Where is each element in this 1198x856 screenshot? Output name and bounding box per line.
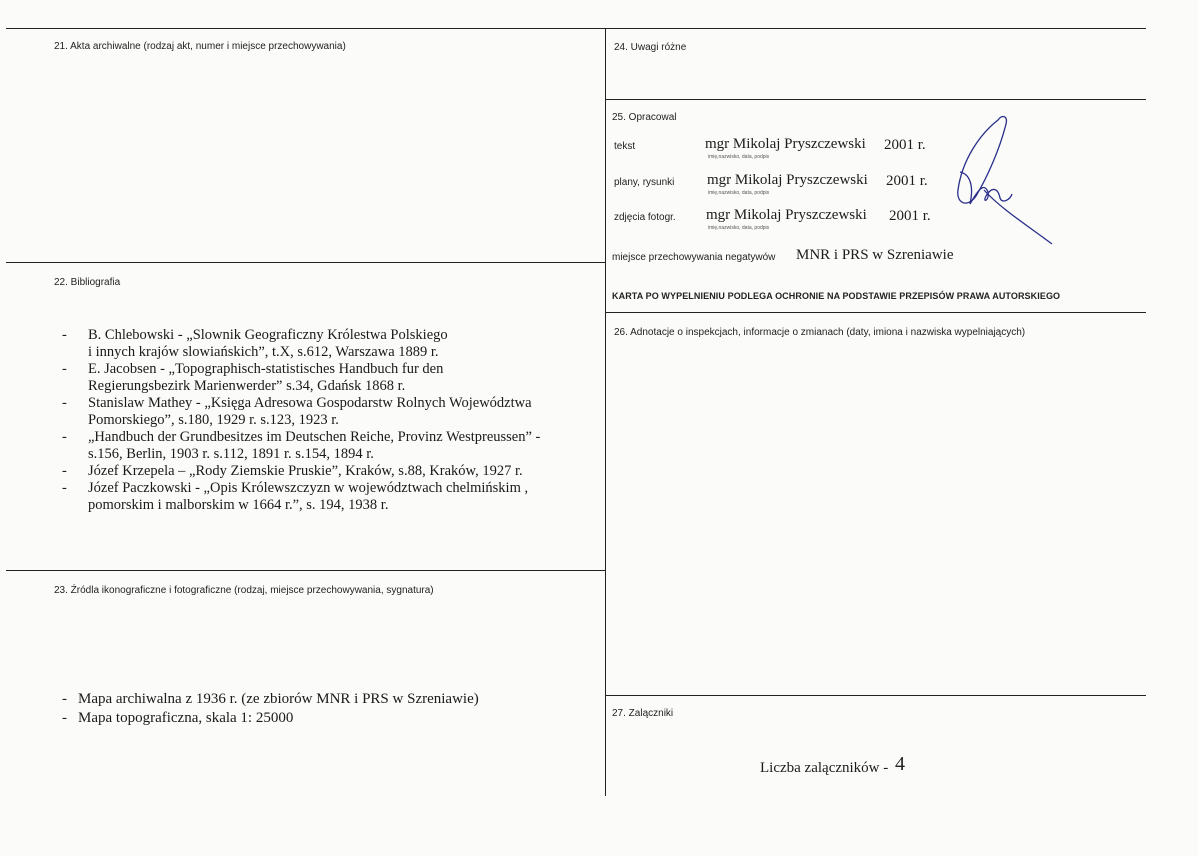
divider-24-25 bbox=[605, 99, 1146, 100]
signature-icon bbox=[940, 112, 1060, 252]
row-photos-name: mgr Mikolaj Pryszczewski bbox=[706, 207, 867, 223]
row-plans-year: 2001 r. bbox=[886, 173, 928, 189]
negatives-value: MNR i PRS w Szreniawie bbox=[796, 247, 954, 263]
attachments-count-label: Liczba zalączników - bbox=[760, 760, 889, 776]
bibliography-entry: - „Handbuch der Grundbesitzes im Deutschen Reiche, Provinz Westpreussen” - s.156, Berlin, 1903 r. s.112, 1891 r. s.154, 1894 r. bbox=[60, 429, 580, 463]
row-text-hint: imię,nazwisko, data, podpis bbox=[708, 154, 770, 160]
divider-26-27 bbox=[605, 695, 1146, 696]
row-plans-name: mgr Mikolaj Pryszczewski bbox=[707, 172, 868, 188]
bibliography-entry: - E. Jacobsen - „Topographisch-statistisches Handbuch fur den Regierungsbezirk Marienwerder” s.34, Gdańsk 1868 r. bbox=[60, 361, 580, 395]
section-23-label: 23. Źródla ikonograficzne i fotograficzne (rodzaj, miejsce przechowywania, sygnatura) bbox=[54, 585, 434, 596]
bibliography-entry: - Józef Krzepela – „Rody Ziemskie Pruskie”, Kraków, s.88, Kraków, 1927 r. bbox=[60, 463, 580, 480]
iconography-list bbox=[60, 690, 580, 728]
row-plans-hint: imię,nazwisko, data, podpis bbox=[708, 190, 770, 196]
iconography-entry: - Mapa archiwalna z 1936 r. (ze zbiorów MNR i PRS w Szreniawie) bbox=[60, 690, 580, 709]
bibliography-entry: - Józef Paczkowski - „Opis Królewszczyzn w województwach chelmińskim , pomorskim i malborskim w 1664 r.”, s. 194, 1938 r. bbox=[60, 480, 580, 514]
divider-21-22 bbox=[6, 262, 605, 263]
section-21-label: 21. Akta archiwalne (rodzaj akt, numer i miejsce przechowywania) bbox=[54, 41, 346, 52]
copyright-notice: KARTA PO WYPELNIENIU PODLEGA OCHRONIE NA PODSTAWIE PRZEPISÓW PRAWA AUTORSKIEGO bbox=[612, 291, 1061, 301]
top-border bbox=[6, 28, 1146, 29]
row-plans-label: plany, rysunki bbox=[614, 177, 675, 188]
section-24-label: 24. Uwagi różne bbox=[614, 42, 687, 53]
divider-22-23 bbox=[6, 570, 605, 571]
section-22-label: 22. Bibliografia bbox=[54, 277, 121, 288]
bibliography-entry: - Stanislaw Mathey - „Księga Adresowa Gospodarstw Rolnych Województwa Pomorskiego”, s.180, 1929 r. s.123, 1923 r. bbox=[60, 395, 580, 429]
center-divider bbox=[605, 28, 606, 796]
row-photos-year: 2001 r. bbox=[889, 208, 931, 224]
row-photos-label: zdjęcia fotogr. bbox=[614, 212, 676, 223]
attachments-count-value: 4 bbox=[895, 753, 905, 775]
divider-25-26 bbox=[605, 312, 1146, 313]
bibliography-entry: - B. Chlebowski - „Slownik Geograficzny Królestwa Polskiego i innych krajów slowiańskich”, t.X, s.612, Warszawa 1889 r. bbox=[60, 327, 580, 361]
iconography-entry: - Mapa topograficzna, skala 1: 25000 bbox=[60, 709, 580, 728]
bibliography-list bbox=[60, 327, 580, 514]
section-27-label: 27. Zalączniki bbox=[612, 708, 674, 719]
section-26-label: 26. Adnotacje o inspekcjach, informacje o zmianach (daty, imiona i nazwiska wypelniających) bbox=[614, 327, 1026, 338]
row-text-name: mgr Mikolaj Pryszczewski bbox=[705, 136, 866, 152]
negatives-label: miejsce przechowywania negatywów bbox=[612, 252, 776, 263]
section-25-label: 25. Opracowal bbox=[612, 112, 677, 123]
row-text-label: tekst bbox=[614, 141, 636, 152]
row-text-year: 2001 r. bbox=[884, 137, 926, 153]
row-photos-hint: imię,nazwisko, data, podpis bbox=[708, 225, 770, 231]
